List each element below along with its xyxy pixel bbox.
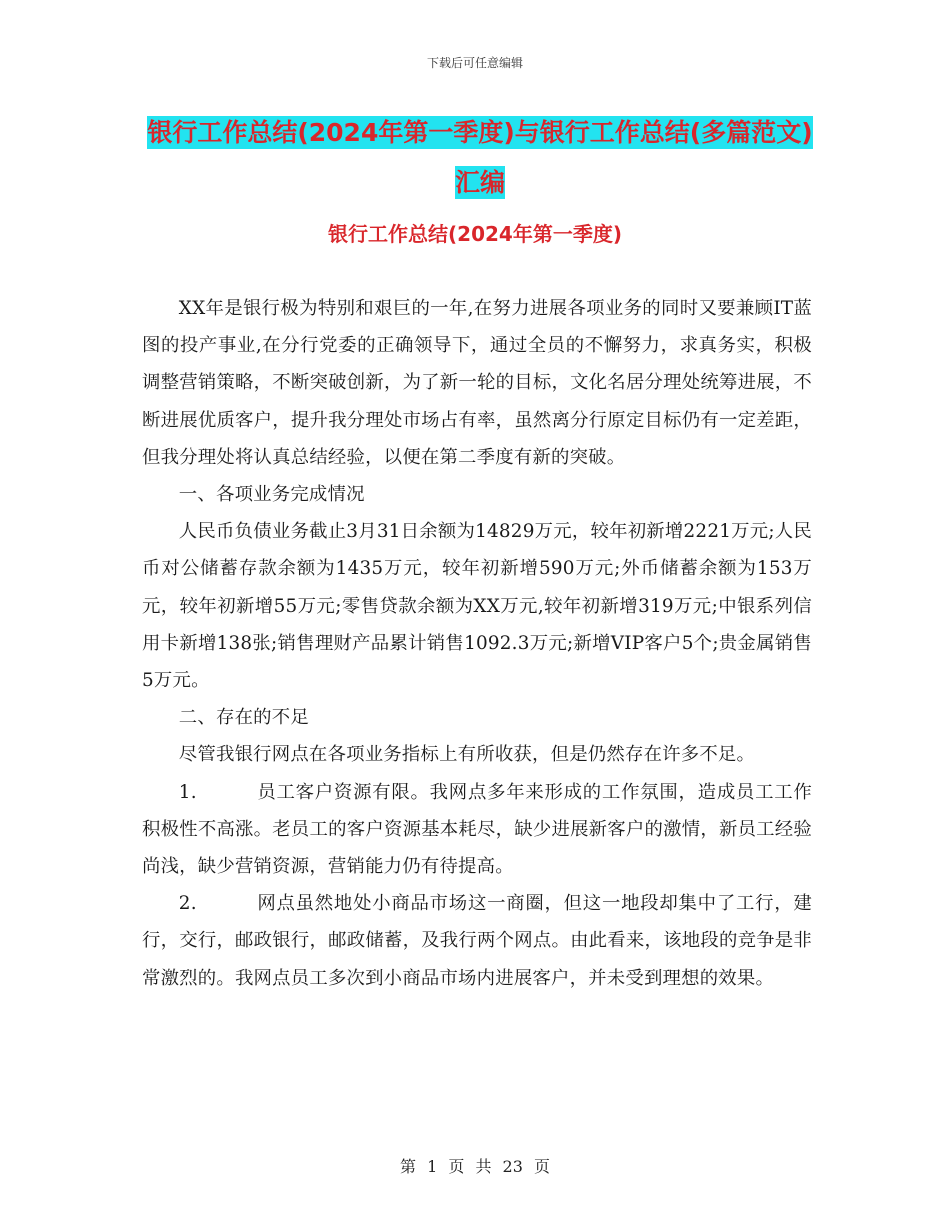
- list-item: [142, 774, 812, 886]
- list-item-number: 2.: [178, 893, 197, 915]
- paragraph-shortcomings-intro: 尽管我银行网点在各项业务指标上有所收获，但是仍然存在许多不足。: [178, 744, 756, 766]
- list-item: [142, 885, 812, 997]
- document-title: [140, 108, 820, 208]
- paragraph-business-figures: 人民币负债业务截止3月31日余额为14829万元，较年初新增2221万元;人民币对公储蓄存款余额为1435万元，较年初新增590万元;外币储蓄余额为153万元，较年初新增55万元;零售贷款余额为XX万元,较年初新增319万元;中银系列信用卡新增138张;销售理财产品累计销售1092.3万元;新增VIP客户5个;贵金属销售5万元。: [142, 521, 812, 692]
- page-header-note: 下载后可任意编辑: [426, 56, 523, 70]
- section-title: 银行工作总结(2024年第一季度): [328, 222, 622, 246]
- page-footer: 第 1 页 共 23 页: [400, 1157, 550, 1176]
- document-body: [142, 290, 812, 997]
- heading-shortcomings: 二、存在的不足: [178, 707, 309, 729]
- list-item-text: 网点虽然地处小商品市场这一商圈，但这一地段却集中了工行，建行，交行，邮政银行，邮政储蓄，及我行两个网点。由此看来，该地段的竞争是非常激烈的。我网点员工多次到小商品市场内进展客户，并未受到理想的效果。: [142, 893, 812, 989]
- list-item-number: 1.: [178, 781, 197, 803]
- heading-business-status: 一、各项业务完成情况: [178, 484, 365, 506]
- list-item-text: 员工客户资源有限。我网点多年来形成的工作氛围，造成员工工作积极性不高涨。老员工的客户资源基本耗尽，缺少进展新客户的激情，新员工经验尚浅，缺少营销资源，营销能力仍有待提高。: [142, 781, 812, 878]
- paragraph-intro: XX年是银行极为特别和艰巨的一年,在努力进展各项业务的同时又要兼顾IT蓝图的投产事业,在分行党委的正确领导下，通过全员的不懈努力，求真务实，积极调整营销策略，不断突破创新，为了新一轮的目标，文化名居分理处统筹进展，不断进展优质客户，提升我分理处市场占有率，虽然离分行原定目标仍有一定差距，但我分理处将认真总结经验，以便在第二季度有新的突破。: [142, 298, 812, 468]
- title-highlight: 银行工作总结(2024年第一季度)与银行工作总结(多篇范文)汇编: [147, 118, 813, 197]
